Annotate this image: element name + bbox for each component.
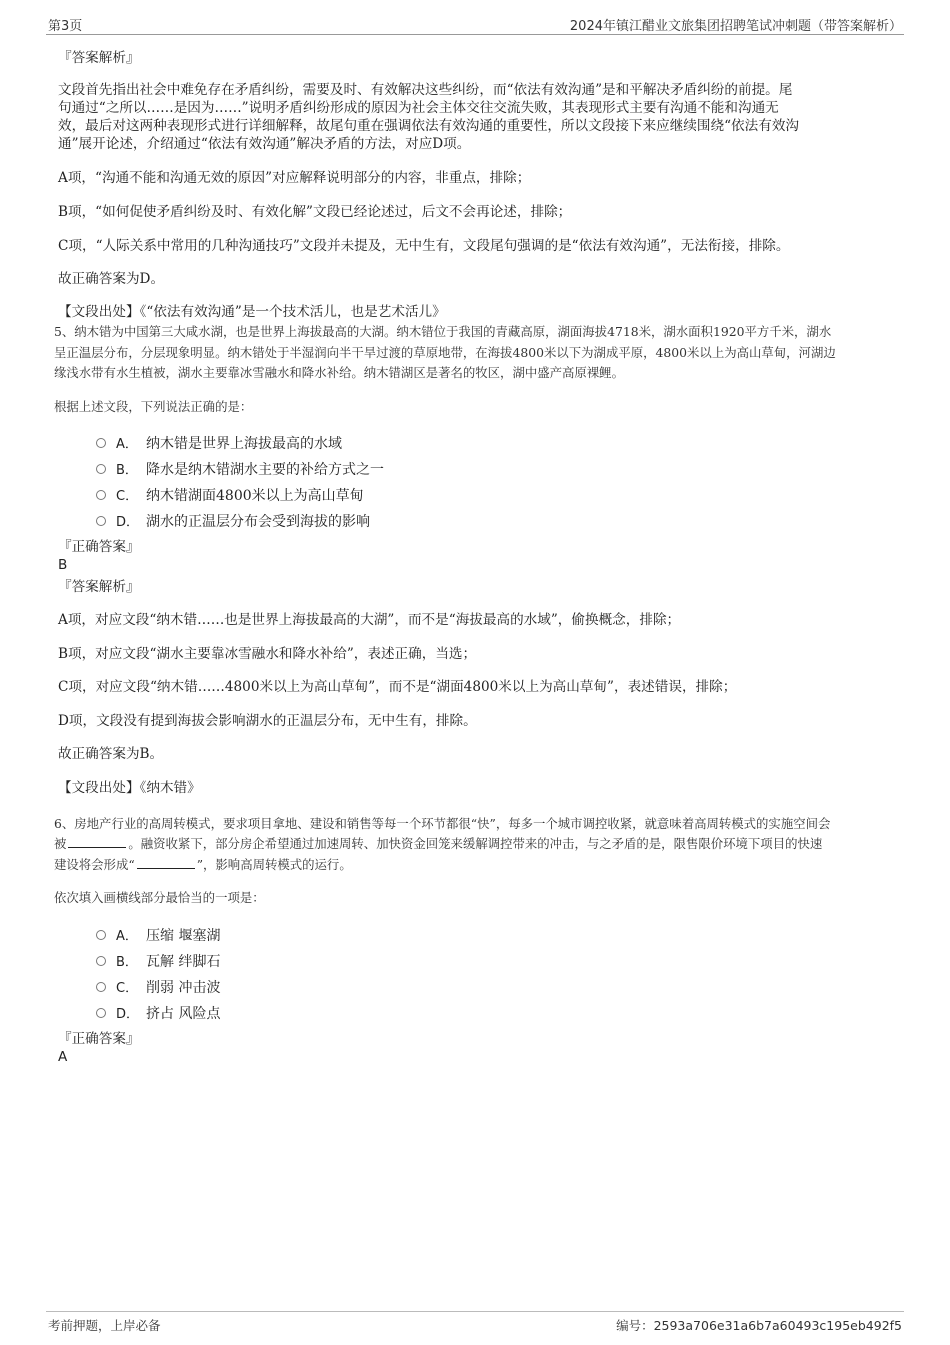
analysis-option-a: A项，“沟通不能和沟通无效的原因”对应解释说明部分的内容，非重点，排除；	[58, 170, 531, 186]
correct-answer: B	[58, 557, 68, 573]
radio-icon[interactable]	[96, 516, 106, 526]
q5-option-b[interactable]: B． 降水是纳木错湖水主要的补给方式之一	[96, 459, 384, 479]
source-citation: 【文段出处】《纳木错》	[58, 780, 201, 796]
analysis-para-line: 句通过“之所以……是因为……”说明矛盾纠纷形成的原因为社会主体交往交流失败，其表现形式主要有沟通不能和沟通无	[58, 100, 779, 116]
radio-icon[interactable]	[96, 490, 106, 500]
analysis-option-b: B项，“如何促使矛盾纠纷及时、有效化解”文段已经论述过，后文不会再论述，排除；	[58, 204, 572, 220]
footer-slogan: 考前押题，上岸必备	[48, 1318, 161, 1333]
radio-icon[interactable]	[96, 956, 106, 966]
analysis-option-c: C项，“人际关系中常用的几种沟通技巧”文段并未提及，无中生有，文段尾句强调的是“依法有效沟通”，无法衔接，排除。	[58, 238, 790, 254]
analysis-option-b: B项，对应文段“湖水主要靠冰雪融水和降水补给”，表述正确，当选；	[58, 646, 477, 662]
fill-in-blank[interactable]	[137, 856, 195, 869]
analysis-conclusion: 故正确答案为D。	[58, 271, 165, 287]
question-5-prompt: 根据上述文段，下列说法正确的是：	[54, 399, 253, 414]
analysis-label: 『答案解析』	[58, 50, 140, 66]
question-6-stem-line: 6、房地产行业的高周转模式，要求项目拿地、建设和销售等每一个环节都很“快”，每多一个城市调控收紧，就意味着高周转模式的实施空间会	[54, 816, 831, 831]
question-6-stem-line: 建设将会形成“ ”，影响高周转模式的运行。	[54, 857, 352, 872]
correct-answer-label: 『正确答案』	[58, 539, 140, 555]
radio-icon[interactable]	[96, 982, 106, 992]
source-citation: 【文段出处】《“依法有效沟通”是一个技术活儿，也是艺术活儿》	[58, 304, 446, 320]
radio-icon[interactable]	[96, 930, 106, 940]
analysis-option-a: A项，对应文段“纳木错……也是世界上海拔最高的大湖”，而不是“海拔最高的水域”，偷换概念，排除；	[58, 612, 681, 628]
correct-answer-label: 『正确答案』	[58, 1031, 140, 1047]
radio-icon[interactable]	[96, 438, 106, 448]
correct-answer: A	[58, 1049, 68, 1065]
radio-icon[interactable]	[96, 464, 106, 474]
q6-option-c[interactable]: C． 削弱 冲击波	[96, 977, 220, 997]
question-5-stem-line: 呈正温层分布，分层现象明显。纳木错处于半湿润向半干旱过渡的草原地带，在海拔4800米以下为湖成平原，4800米以上为高山草甸，河湖边	[54, 345, 836, 360]
analysis-para-line: 通”展开论述，介绍通过“依法有效沟通”解决矛盾的方法，对应D项。	[58, 136, 471, 152]
page-header	[46, 14, 904, 35]
question-6-prompt: 依次填入画横线部分最恰当的一项是：	[54, 890, 265, 905]
radio-icon[interactable]	[96, 1008, 106, 1018]
q6-option-d[interactable]: D． 挤占 风险点	[96, 1003, 220, 1023]
page-footer	[46, 1311, 904, 1338]
document-serial: 编号：2593a706e31a6b7a60493c195eb492f5	[616, 1318, 902, 1333]
fill-in-blank[interactable]	[68, 835, 126, 848]
q6-option-a[interactable]: A． 压缩 堰塞湖	[96, 925, 220, 945]
document-title: 2024年镇江醋业文旅集团招聘笔试冲刺题（带答案解析）	[569, 19, 902, 34]
analysis-option-c: C项，对应文段“纳木错……4800米以上为高山草甸”，而不是“湖面4800米以上为高山草甸”，表述错误，排除；	[58, 679, 737, 695]
question-6-stem-line: 被 。融资收紧下，部分房企希望通过加速周转、加快资金回笼来缓解调控带来的冲击，与之矛盾的是，限售限价环境下项目的快速	[54, 836, 823, 851]
question-5-stem-line: 5、纳木错为中国第三大咸水湖，也是世界上海拔最高的大湖。纳木错位于我国的青藏高原，湖面海拔4718米，湖水面积1920平方千米，湖水	[54, 324, 832, 339]
q6-option-b[interactable]: B． 瓦解 绊脚石	[96, 951, 220, 971]
analysis-conclusion: 故正确答案为B。	[58, 746, 164, 762]
analysis-para-line: 效，最后对这两种表现形式进行详细解释，故尾句重在强调依法有效沟通的重要性，所以文段接下来应继续围绕“依法有效沟	[58, 118, 800, 134]
q5-option-a[interactable]: A． 纳木错是世界上海拔最高的水域	[96, 433, 342, 453]
page-number: 第3页	[48, 19, 83, 34]
question-5-stem-line: 缘浅水带有水生植被，湖水主要靠冰雪融水和降水补给。纳木错湖区是著名的牧区，湖中盛产高原裸鲤。	[54, 365, 624, 380]
analysis-option-d: D项，文段没有提到海拔会影响湖水的正温层分布，无中生有，排除。	[58, 713, 477, 729]
q5-option-d[interactable]: D． 湖水的正温层分布会受到海拔的影响	[96, 511, 370, 531]
analysis-label: 『答案解析』	[58, 579, 140, 595]
analysis-para-line: 文段首先指出社会中难免存在矛盾纠纷，需要及时、有效解决这些纠纷，而“依法有效沟通”是和平解决矛盾纠纷的前提。尾	[58, 82, 793, 98]
q5-option-c[interactable]: C． 纳木错湖面4800米以上为高山草甸	[96, 485, 364, 505]
